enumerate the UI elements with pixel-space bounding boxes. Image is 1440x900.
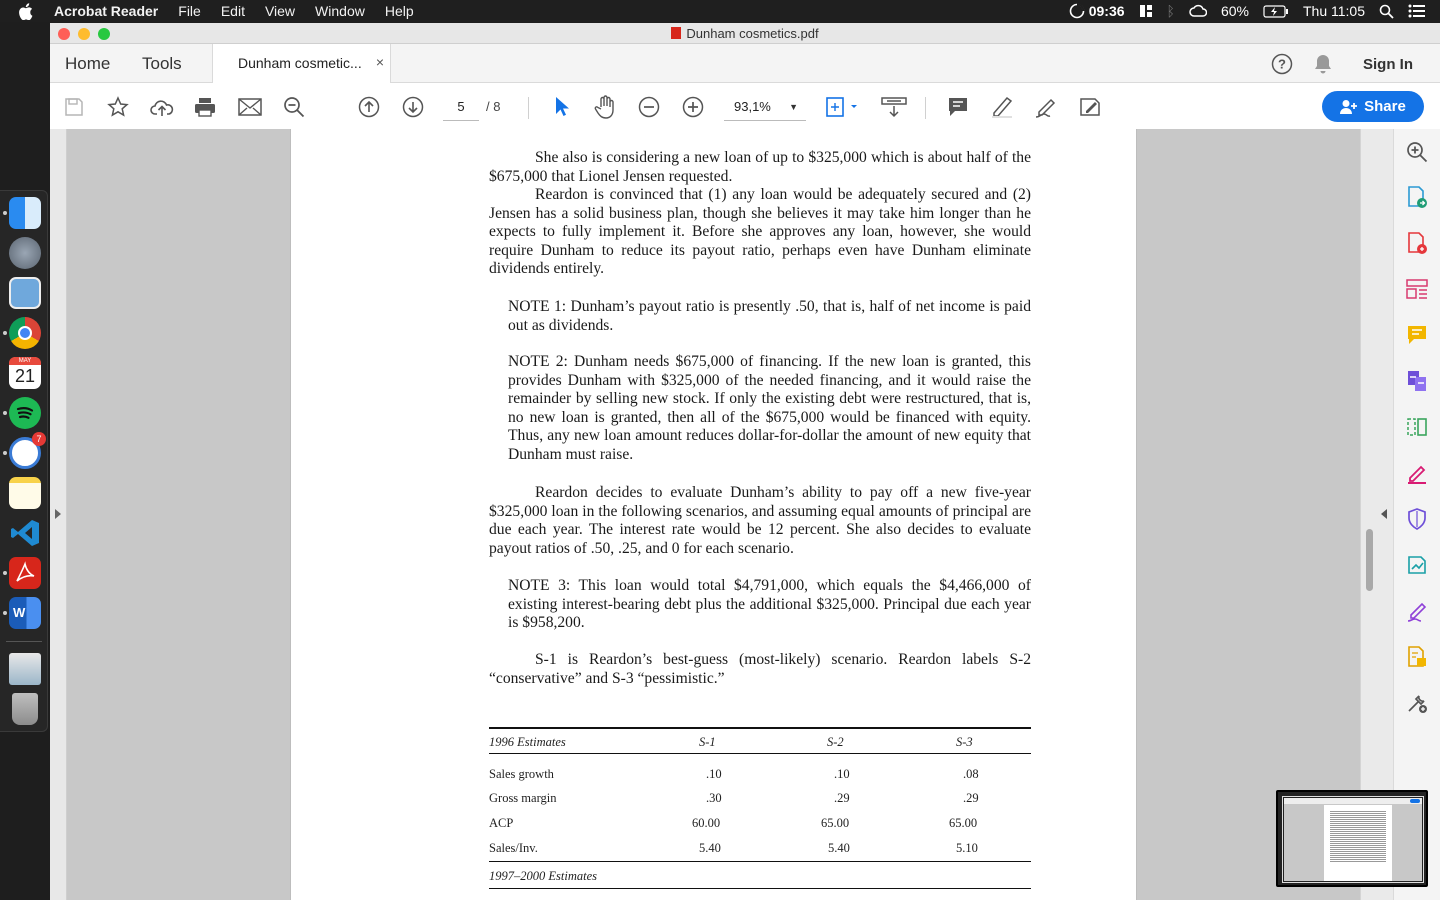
paragraph-reardon-convinced: Reardon is convinced that (1) any loan would be adequately secured and (2) Jensen has a solid business plan, though she believes it may take him longer than he expects to fully implement it. Before she approves any loan, however, she would require Dunham to reduce its payout ratio, perhaps even have Dunham eliminate dividends entirely.	[489, 186, 1031, 278]
combine-files-icon[interactable]	[1404, 368, 1430, 394]
paragraph-loan: She also is considering a new loan of up to $325,000 which is about half of the $675,000 that Lionel Jensen requested.	[489, 149, 1031, 185]
right-tools-panel	[1393, 129, 1440, 900]
table-rule	[489, 753, 1031, 754]
dock-separator	[6, 641, 42, 642]
paragraph-evaluate: Reardon decides to evaluate Dunham’s ability to pay off a new five-year $325,000 loan in the following scenarios, and assuming equal amounts of principal are due each year. The interest rate would be 12 percent. She also decides to evaluate payout ratios of .50, .25, and 0 for each scenario.	[489, 484, 1031, 557]
pdf-file-icon	[671, 27, 681, 39]
clock[interactable]: Thu 11:05	[1302, 3, 1365, 19]
dock-chrome-icon[interactable]	[9, 317, 41, 349]
table-cell: .10	[834, 767, 850, 781]
dock-running-dot	[3, 411, 7, 415]
page-number-input[interactable]: 5	[443, 93, 479, 121]
dock-word-icon[interactable]: W	[9, 597, 41, 629]
close-tab-icon[interactable]: ×	[375, 54, 384, 70]
select-cursor-icon[interactable]	[550, 95, 574, 119]
dock-running-dot	[3, 571, 7, 575]
battery-icon[interactable]	[1263, 5, 1289, 18]
table-header-s1: S-1	[699, 735, 716, 749]
tab-home[interactable]: Home	[65, 54, 111, 73]
add-person-icon	[1340, 99, 1358, 115]
table-header-label: 1996 Estimates	[489, 735, 566, 749]
dock-running-dot	[3, 211, 7, 215]
document-viewport	[50, 129, 1440, 900]
table-cell: .08	[963, 767, 979, 781]
email-icon[interactable]	[238, 95, 262, 119]
table-cell: .30	[706, 791, 722, 805]
table-row-label: Gross margin	[489, 791, 557, 805]
share-button[interactable]	[1322, 91, 1424, 122]
minimize-window-button[interactable]	[78, 28, 90, 40]
expand-left-panel-icon[interactable]	[54, 508, 62, 520]
table-header-s3: S-3	[956, 735, 973, 749]
thumbnail-viewport-frame[interactable]	[1282, 796, 1424, 883]
notification-center-icon[interactable]	[1408, 4, 1426, 18]
tab-tools[interactable]: Tools	[142, 54, 182, 73]
dock-finder-icon[interactable]	[9, 197, 41, 229]
left-panel-toggle[interactable]	[50, 129, 67, 900]
previous-page-icon[interactable]	[357, 95, 381, 119]
dock-vscode-icon[interactable]	[9, 517, 41, 549]
upload-cloud-icon[interactable]	[150, 95, 174, 119]
chevron-down-icon: ▼	[789, 102, 798, 112]
table-cell: 65.00	[949, 816, 978, 830]
creative-cloud-icon[interactable]	[1189, 4, 1207, 18]
edit-pdf-icon[interactable]	[1404, 276, 1430, 302]
dock-badge: 7	[32, 432, 46, 446]
page-total: / 8	[486, 99, 501, 114]
svg-text:?: ?	[1278, 56, 1286, 72]
dock-reminders-icon[interactable]	[9, 434, 42, 469]
table-cell: 5.40	[699, 841, 721, 855]
menu-view[interactable]: View	[264, 3, 296, 19]
apple-icon[interactable]	[18, 3, 38, 20]
title-bar[interactable]	[50, 23, 1440, 44]
comment-icon[interactable]	[946, 95, 970, 119]
toolbar-separator	[528, 97, 529, 119]
find-search-icon[interactable]	[282, 95, 306, 119]
table-cell: .29	[963, 791, 979, 805]
bluetooth-icon[interactable]: ᛒ	[1166, 3, 1175, 19]
protect-shield-icon[interactable]	[1404, 506, 1430, 532]
paragraph-scenarios: S-1 is Reardon’s best-guess (most-likely) scenario. Reardon labels S-2 “conservative” and S-3 “pessimistic.”	[489, 651, 1031, 687]
zoom-level-dropdown[interactable]	[724, 93, 806, 121]
window-title: Dunham cosmetics.pdf	[686, 26, 819, 41]
create-pdf-icon[interactable]	[1404, 230, 1430, 256]
dock-preview-icon[interactable]	[9, 277, 41, 309]
dock-calendar-icon[interactable]	[9, 357, 41, 389]
export-pdf-icon[interactable]	[1404, 184, 1430, 210]
highlight-pen-icon[interactable]	[990, 95, 1014, 119]
menu-window[interactable]: Window	[315, 3, 365, 19]
timer-text: 09:36	[1088, 3, 1125, 19]
next-page-icon[interactable]	[401, 95, 425, 119]
document-tab-label: Dunham cosmetic...	[238, 55, 362, 71]
more-tools-icon[interactable]	[1404, 690, 1430, 716]
table-row-label: Sales growth	[489, 767, 554, 781]
scrolling-mode-icon[interactable]	[880, 95, 908, 119]
timer-icon	[1069, 3, 1085, 19]
sign-in-link[interactable]: Sign In	[1363, 56, 1413, 73]
sign-pen-icon[interactable]	[1034, 95, 1058, 119]
note-1: NOTE 1: Dunham’s payout ratio is presently .50, that is, half of net income is paid out as dividends.	[508, 298, 1031, 334]
dock-acrobat-icon[interactable]	[9, 557, 41, 589]
calendar-day: 21	[14, 366, 36, 386]
tab-document[interactable]	[212, 44, 391, 84]
zoom-level-value: 93,1%	[734, 99, 771, 114]
table-rule	[489, 888, 1031, 889]
dock-running-dot	[3, 451, 7, 455]
dock	[0, 190, 48, 732]
hand-tool-icon[interactable]	[593, 95, 617, 119]
redact-pen-icon[interactable]	[1404, 460, 1430, 486]
estimates-table	[489, 727, 1031, 897]
toolbar-separator	[925, 97, 926, 119]
menu-help[interactable]: Help	[384, 3, 414, 19]
table-row-label: ACP	[489, 816, 514, 830]
table-header-s2: S-2	[827, 735, 844, 749]
comment-panel-icon[interactable]	[1404, 322, 1430, 348]
print-icon[interactable]	[193, 95, 217, 119]
send-for-review-icon[interactable]	[1404, 644, 1430, 670]
dock-trash-icon[interactable]	[12, 693, 38, 725]
table-cell: 60.00	[692, 816, 721, 830]
zoom-panel-icon[interactable]	[1404, 139, 1430, 165]
zoom-in-icon[interactable]	[681, 95, 705, 119]
share-button-label: Share	[1364, 98, 1406, 115]
table-cell: .29	[834, 791, 850, 805]
fill-sign-icon[interactable]	[1078, 95, 1102, 119]
menu-bar	[0, 0, 1440, 22]
menu-edit[interactable]: Edit	[220, 3, 245, 19]
table-row-label: Sales/Inv.	[489, 841, 538, 855]
optimize-pdf-icon[interactable]	[1404, 552, 1430, 578]
calendar-month: MAY	[9, 357, 41, 365]
acrobat-window	[50, 23, 1440, 900]
zoom-window-button[interactable]	[98, 28, 110, 40]
table-rule	[489, 861, 1031, 862]
spotlight-search-icon[interactable]	[1379, 4, 1394, 19]
dock-notes-icon[interactable]	[9, 477, 41, 509]
organize-pages-icon[interactable]	[1404, 414, 1430, 440]
table-rule	[489, 727, 1031, 729]
menu-app-name[interactable]: Acrobat Reader	[54, 3, 159, 19]
note-3: NOTE 3: This loan would total $4,791,000, which equals the $4,466,000 of existing interest-bearing debt plus the additional $325,000. Principal due each year is $958,200.	[508, 577, 1031, 632]
toolbar	[50, 83, 1440, 131]
timer-status[interactable]	[1069, 3, 1125, 19]
collapse-right-panel-icon[interactable]	[1380, 508, 1388, 520]
dock-running-dot	[3, 611, 7, 615]
note-2: NOTE 2: Dunham needs $675,000 of financing. If the new loan is granted, this provides Dunham with $325,000 of the needed financing, and it would raise the remainder by selling new stock. If only the existing debt were restructured, that is, no new loan is granted, then all of the $675,000 would be financed with equity. Thus, any new loan amount reduces dollar-for-dollar the amount of new equity that Dunham must raise.	[508, 353, 1031, 463]
help-icon[interactable]	[1271, 53, 1293, 75]
tab-row	[50, 44, 1440, 83]
zoom-out-icon[interactable]	[637, 95, 661, 119]
save-icon[interactable]	[62, 95, 86, 119]
page-thumbnail-navigator[interactable]	[1276, 790, 1428, 887]
fit-page-icon[interactable]	[824, 95, 860, 119]
dock-spotify-icon[interactable]	[9, 397, 41, 429]
table-footer-label: 1997–2000 Estimates	[489, 869, 597, 883]
vertical-scrollbar[interactable]	[1360, 129, 1393, 900]
columns-icon[interactable]	[1139, 4, 1153, 18]
bookmark-star-icon[interactable]	[106, 95, 130, 119]
dock-launchpad-icon[interactable]	[9, 237, 41, 269]
table-cell: 5.10	[956, 841, 978, 855]
fill-sign-panel-icon[interactable]	[1404, 598, 1430, 624]
table-cell: 65.00	[821, 816, 850, 830]
table-cell: 5.40	[828, 841, 850, 855]
menu-file[interactable]: File	[178, 3, 201, 19]
table-cell: .10	[706, 767, 722, 781]
dock-documents-icon[interactable]	[9, 653, 41, 685]
scrollbar-thumb[interactable]	[1366, 529, 1373, 591]
close-window-button[interactable]	[58, 28, 70, 40]
battery-percent[interactable]: 60%	[1220, 3, 1249, 19]
notification-bell-icon[interactable]	[1313, 53, 1333, 75]
dock-running-dot	[3, 331, 7, 335]
pdf-page	[290, 129, 1137, 900]
